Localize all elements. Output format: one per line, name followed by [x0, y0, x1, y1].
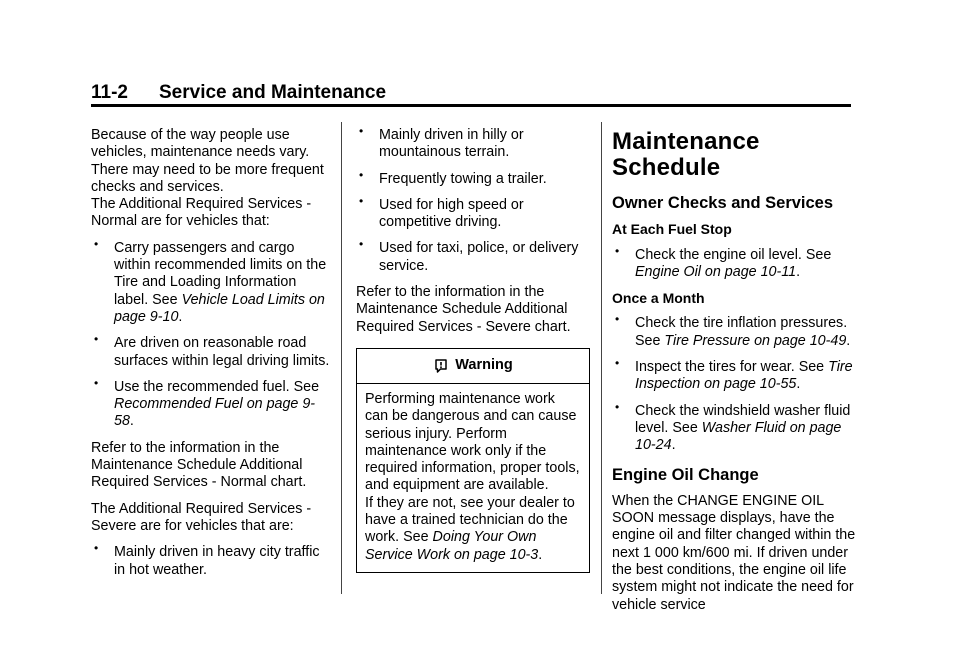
list-item: • Check the windshield washer fluid level. See Washer Fluid on page 10-24.	[615, 399, 851, 454]
bullet-icon: •	[94, 541, 99, 556]
subheading-oil-change: Engine Oil Change	[612, 465, 759, 484]
bullet-icon: •	[94, 236, 99, 251]
cross-reference: Doing Your Own Service Work on page 10-3	[365, 529, 539, 563]
bullet-icon: •	[94, 375, 99, 390]
cross-reference: Recommended Fuel on page 9-58	[114, 396, 316, 430]
bullet-icon: •	[615, 243, 620, 258]
column-divider	[601, 122, 602, 594]
cross-reference: Washer Fluid on page 10-24	[635, 419, 842, 454]
list-item: • Check the engine oil level. See Engine Oil on page 10-11.	[615, 243, 832, 280]
cross-reference: Vehicle Load Limits on page 9-10	[114, 291, 325, 325]
bullet-icon: •	[94, 332, 99, 347]
column-divider	[341, 122, 342, 594]
month-list	[612, 312, 860, 454]
page-number: 11-2	[91, 82, 128, 103]
column-1	[91, 127, 331, 588]
fuel-stop-list	[612, 243, 860, 282]
cross-reference: Tire Pressure on page 10-49	[664, 332, 847, 349]
list-item: • Use the recommended fuel. See Recommended Fuel on page 9-58.	[94, 375, 320, 430]
severe-intro: The Additional Required Services - Severe are for vehicles that are:	[91, 500, 312, 534]
normal-list	[91, 236, 331, 431]
cross-reference: Engine Oil on page 10-11	[635, 263, 797, 280]
column-2	[356, 124, 591, 573]
bullet-icon: •	[359, 237, 364, 252]
subheading-fuel-stop: At Each Fuel Stop	[612, 221, 732, 238]
subheading-month: Once a Month	[612, 290, 705, 307]
bullet-icon: •	[615, 399, 620, 414]
normal-refer: Refer to the information in the Maintenance Schedule Additional Required Services - Normal chart.	[91, 439, 307, 491]
bullet-icon: •	[615, 356, 620, 371]
warning-label: Warning	[455, 357, 513, 374]
severe-list	[91, 541, 331, 579]
subheading-owner-checks: Owner Checks and Services	[612, 194, 834, 212]
oil-change-paragraph: When the CHANGE ENGINE OIL SOON message displays, have the engine oil and filter changed within the next 1 000 km/600 mi. If driven under the best conditions, the engine oil life system might not indicate the need for vehicle service	[612, 492, 856, 613]
warning-header	[357, 349, 589, 384]
warning-body: Performing maintenance work can be dangerous and can cause serious injury. Perform maintenance work only if the required information, proper tools, and equipment are available. If they are not, see your dealer to have a trained technician do the work. See Doing Your Own Service Work on page 10-3.	[365, 390, 580, 563]
bullet-icon: •	[359, 167, 364, 182]
column-3	[612, 127, 860, 623]
bullet-icon: •	[359, 124, 364, 138]
normal-intro: The Additional Required Services - Normal are for vehicles that:	[91, 196, 312, 230]
severe-refer: Refer to the information in the Maintenance Schedule Additional Required Services - Severe chart.	[356, 284, 571, 335]
warning-icon	[433, 358, 449, 374]
severe-list-continued	[356, 124, 591, 275]
section-title: Service and Maintenance	[159, 82, 387, 103]
list-item: • Check the tire inflation pressures. See Tire Pressure on page 10-49.	[615, 312, 851, 349]
cross-reference: Tire Inspection on page 10-55	[635, 359, 853, 393]
bullet-icon: •	[615, 312, 620, 327]
list-item: • Used for high speed or competitive driving.	[359, 193, 524, 231]
list-item: • Mainly driven in hilly or mountainous terrain.	[359, 124, 524, 161]
list-item: • Mainly driven in heavy city traffic in hot weather.	[94, 541, 320, 578]
page-heading: Maintenance Schedule	[612, 128, 760, 181]
list-item: • Are driven on reasonable road surfaces within legal driving limits.	[94, 332, 330, 369]
warning-box	[356, 348, 590, 573]
bullet-icon: •	[359, 193, 364, 208]
list-item: • Frequently towing a trailer.	[359, 167, 547, 187]
list-item: • Inspect the tires for wear. See Tire Inspection on page 10-55.	[615, 356, 853, 393]
list-item: • Carry passengers and cargo within recommended limits on the Tire and Loading Information label. See Vehicle Load Limits on page 9-10.	[94, 236, 327, 325]
list-item: • Used for taxi, police, or delivery service.	[359, 237, 579, 274]
intro-paragraph: Because of the way people use vehicles, maintenance needs vary. There may need to be more frequent checks and services.	[91, 127, 324, 195]
header-rule	[91, 104, 851, 107]
